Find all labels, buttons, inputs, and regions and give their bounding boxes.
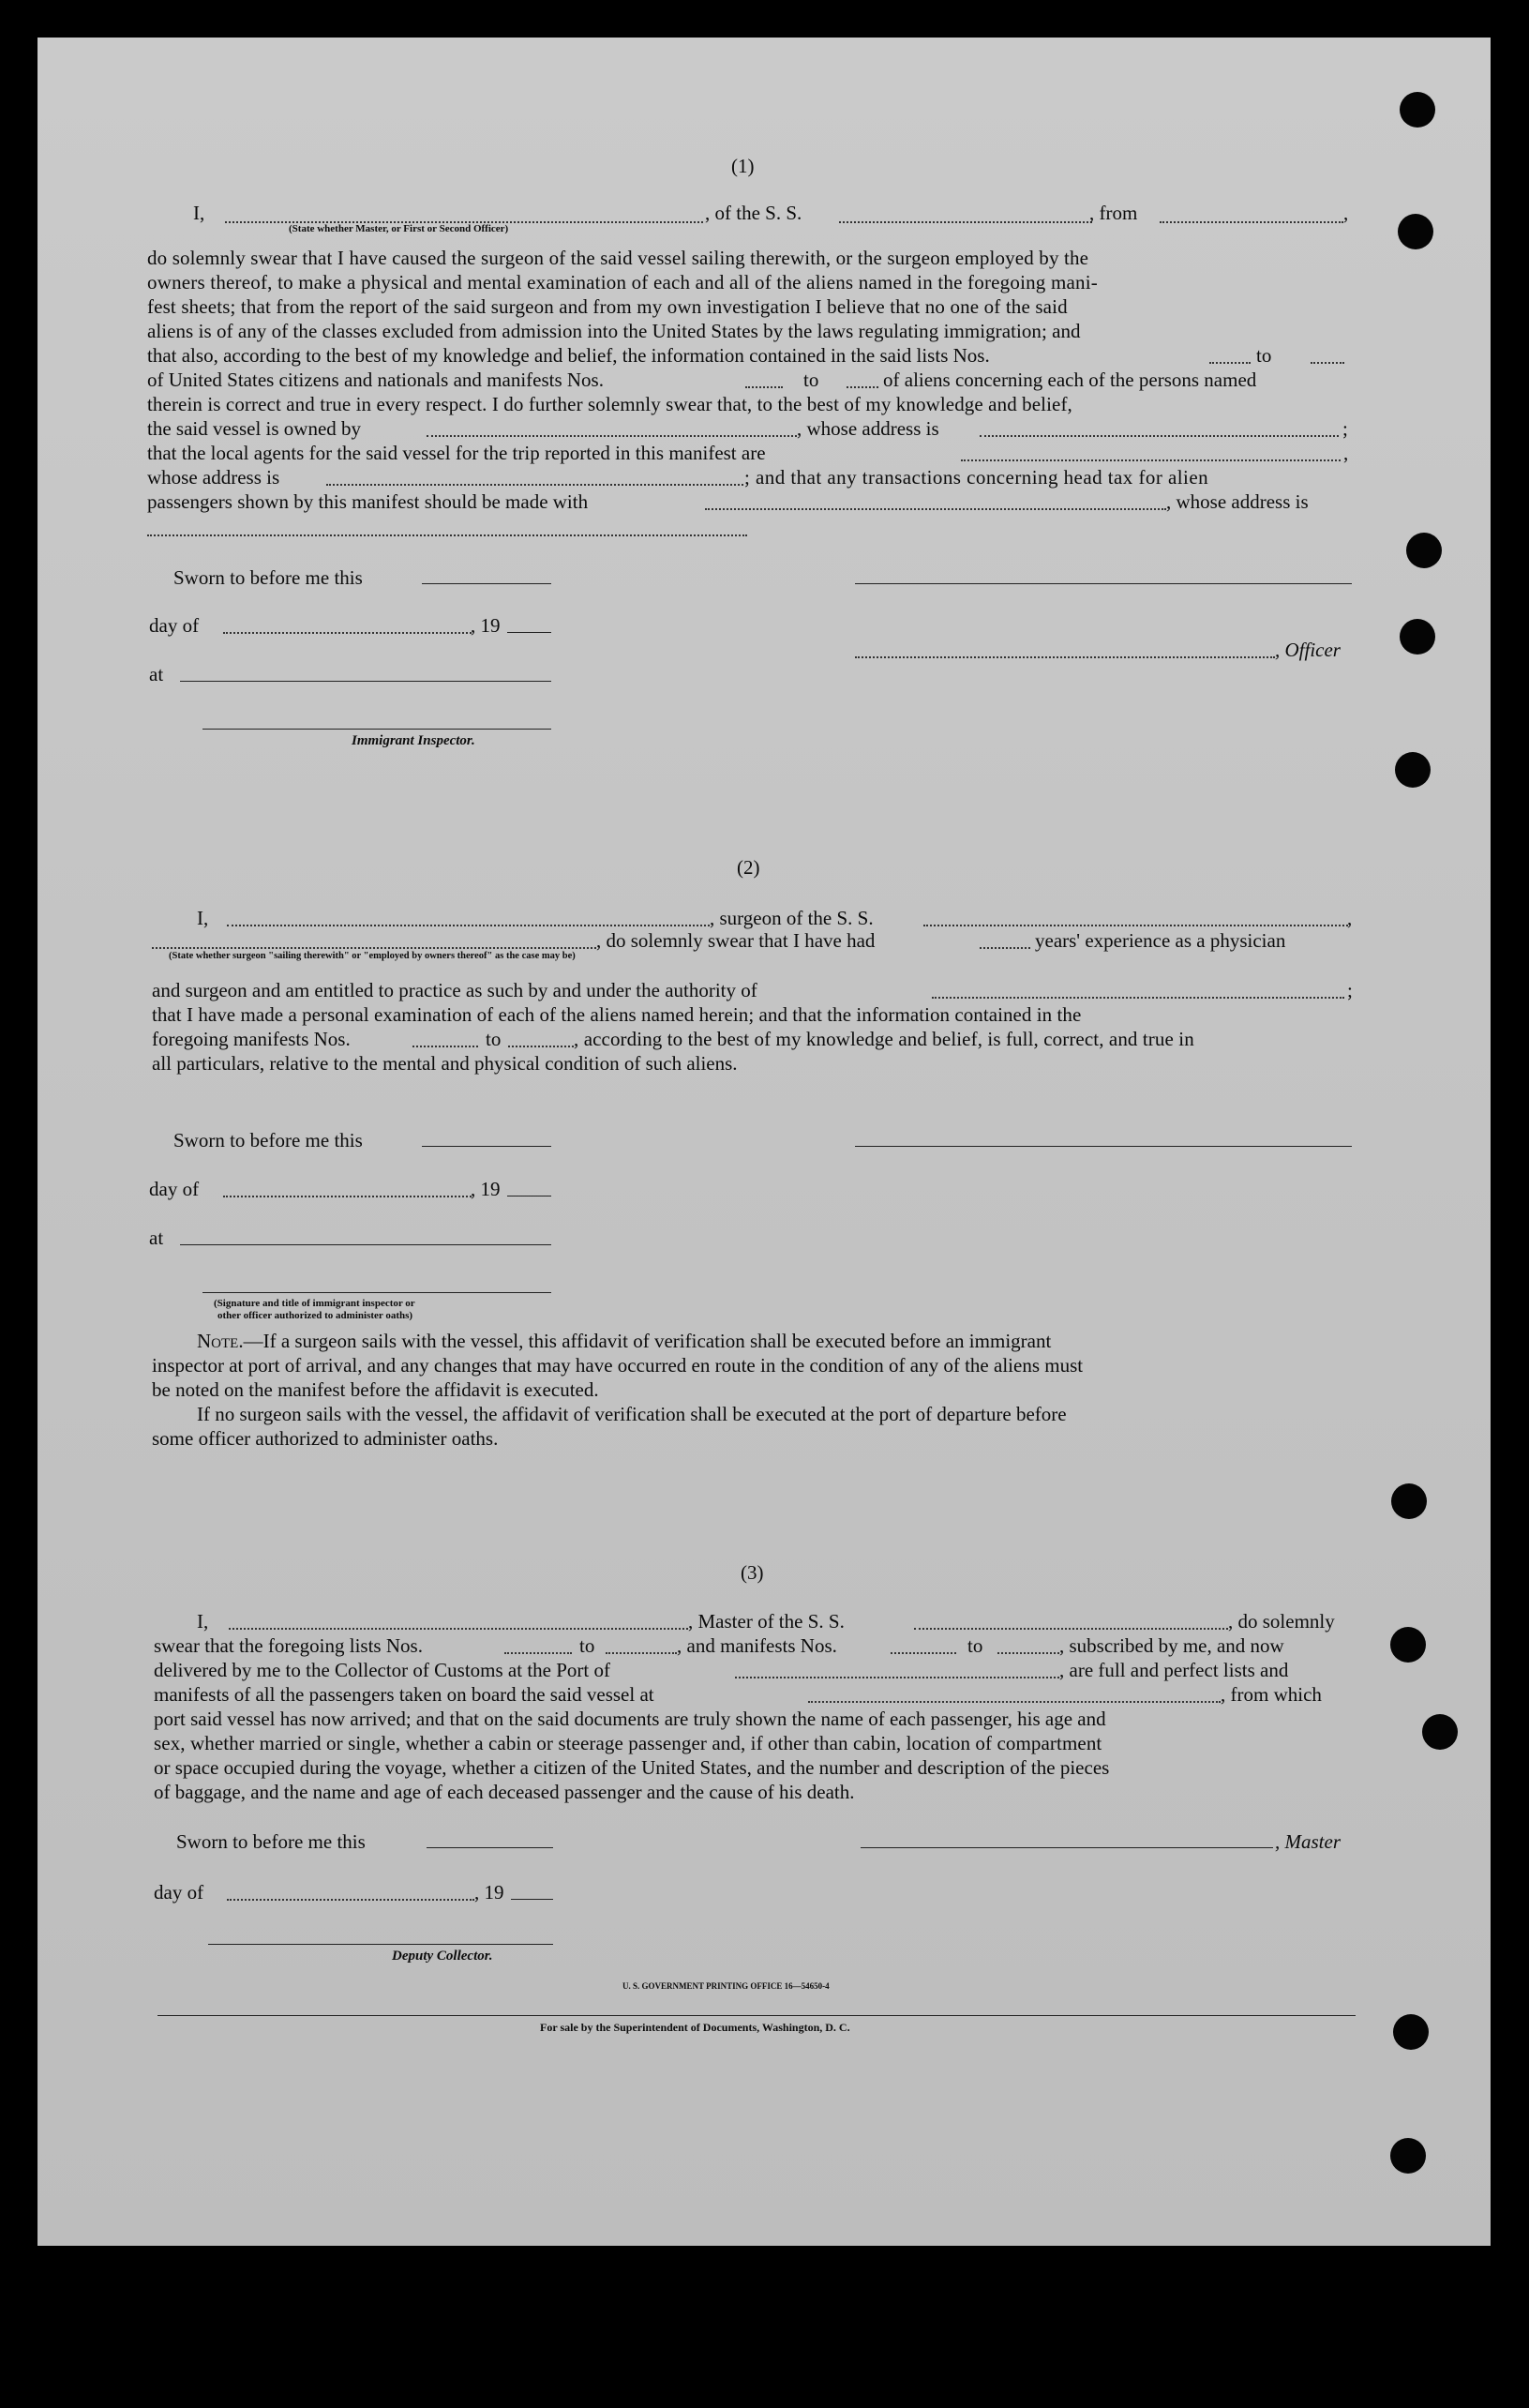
- master-line-7: or space occupied during the voyage, whether a citizen of the United States, and the number and description of the pieces: [154, 1756, 1110, 1779]
- of-ss-label: , of the S. S.: [705, 202, 802, 224]
- lists-label: swear that the foregoing lists Nos.: [154, 1634, 423, 1657]
- subscribed-label: , subscribed by me, and now: [1059, 1634, 1284, 1657]
- sworn-label: Sworn to before me this: [173, 566, 363, 589]
- punch-hole: [1400, 619, 1435, 655]
- lists-from-line[interactable]: [1209, 362, 1251, 364]
- punch-hole: [1390, 1627, 1426, 1663]
- oath-line-6b: of aliens concerning each of the persons named: [883, 369, 1257, 391]
- from-label: , from: [1089, 202, 1138, 224]
- punch-hole: [1406, 533, 1442, 568]
- signature-caption-2: other officer authorized to administer oaths): [217, 1310, 413, 1321]
- surgeon-status-line[interactable]: [152, 947, 596, 949]
- head-tax-party-line[interactable]: [705, 508, 1166, 510]
- owner-address-label: , whose address is: [797, 417, 939, 440]
- punch-hole: [1395, 752, 1431, 788]
- lists-to-line[interactable]: [606, 1652, 677, 1654]
- note-line-5: some officer authorized to administer oaths.: [152, 1427, 499, 1450]
- officer-label: , Officer: [1275, 639, 1341, 661]
- punch-hole: [1400, 92, 1435, 128]
- sworn-date-line[interactable]: [422, 1146, 551, 1147]
- officer-note: (State whether Master, or First or Second Officer): [289, 223, 509, 234]
- oath-line-5: that also, according to the best of my knowledge and belief, the information contained in the said lists Nos.: [147, 344, 990, 367]
- master-line-8: of baggage, and the name and age of each deceased passenger and the cause of his death.: [154, 1781, 855, 1803]
- note-line-4: If no surgeon sails with the vessel, the affidavit of verification shall be executed at the port of departure before: [197, 1403, 1067, 1425]
- comma: ,: [1347, 907, 1353, 929]
- surgeon-line-6: all particulars, relative to the mental and physical condition of such aliens.: [152, 1052, 738, 1075]
- day-of-label: day of: [149, 1178, 200, 1200]
- from-line[interactable]: [1160, 221, 1343, 223]
- section-3-heading: (3): [741, 1561, 764, 1584]
- note-line-1: [197, 1329, 1051, 1353]
- agents-address-label: whose address is: [147, 466, 280, 489]
- manifests-from-line[interactable]: [412, 1046, 478, 1047]
- manifests-label: , and manifests Nos.: [677, 1634, 837, 1657]
- surgeon-line-4: that I have made a personal examination of each of the aliens named herein; and that the information contained in the: [152, 1003, 1082, 1026]
- immigrant-inspector-caption: Immigrant Inspector.: [352, 733, 475, 748]
- officer-signature-line[interactable]: [855, 583, 1352, 584]
- punch-hole: [1398, 214, 1433, 249]
- sworn-date-line[interactable]: [422, 583, 551, 584]
- surgeon-line-5: , according to the best of my knowledge and belief, is full, correct, and true in: [574, 1028, 1194, 1050]
- sworn-label: Sworn to before me this: [176, 1830, 366, 1853]
- day-of-label: day of: [149, 614, 200, 637]
- master-i-label: I,: [197, 1610, 209, 1633]
- owner-address-line[interactable]: [980, 435, 1339, 437]
- year-label: , 19: [474, 1881, 504, 1904]
- sworn-date-line[interactable]: [427, 1847, 553, 1848]
- semicolon: ;: [1347, 979, 1353, 1001]
- master-i-label: I,: [193, 202, 205, 224]
- comma: ,: [1343, 202, 1349, 224]
- punch-hole: [1393, 2014, 1429, 2050]
- note-text-1: —If a surgeon sails with the vessel, this affidavit of verification shall be executed before an immigrant: [243, 1330, 1052, 1352]
- note-line-2: inspector at port of arrival, and any changes that may have occurred en route in the condition of any of the aliens must: [152, 1354, 1084, 1377]
- footer-rule: [157, 2015, 1356, 2016]
- at-line[interactable]: [180, 681, 551, 682]
- to-label: to: [967, 1634, 983, 1657]
- surgeon-status-note: (State whether surgeon "sailing therewith" or "employed by owners thereof" as the case may be): [169, 951, 576, 961]
- oath-line-2: owners thereof, to make a physical and mental examination of each and all of the aliens named in the foregoing mani-: [147, 271, 1098, 293]
- agents-line[interactable]: [961, 459, 1341, 461]
- head-tax-label: passengers shown by this manifest should be made with: [147, 490, 589, 513]
- note-title: Note.: [197, 1330, 244, 1352]
- semicolon: ;: [1342, 417, 1348, 440]
- manifests-to-line[interactable]: [508, 1046, 574, 1047]
- punch-hole: [1422, 1714, 1458, 1750]
- from-which-label: , from which: [1221, 1683, 1322, 1706]
- years-line[interactable]: [980, 947, 1030, 949]
- do-solemnly-label: , do solemnly: [1228, 1610, 1335, 1633]
- embarked-line[interactable]: [808, 1701, 1221, 1703]
- owner-line[interactable]: [427, 435, 797, 437]
- full-lists-label: , are full and perfect lists and: [1059, 1659, 1289, 1681]
- foregoing-manifests-label: foregoing manifests Nos.: [152, 1028, 351, 1050]
- section-1-heading: (1): [731, 155, 755, 177]
- deputy-collector-caption: Deputy Collector.: [392, 1949, 493, 1964]
- ship-name-line[interactable]: [839, 221, 1092, 223]
- authority-line[interactable]: [932, 997, 1344, 999]
- punch-hole: [1391, 1483, 1427, 1519]
- oath-line-6a: of United States citizens and nationals and manifests Nos.: [147, 369, 604, 391]
- manifests-from-line[interactable]: [891, 1652, 956, 1654]
- sworn-label: Sworn to before me this: [173, 1129, 363, 1151]
- day-of-line[interactable]: [227, 1899, 474, 1901]
- inspector-signature-line[interactable]: [202, 1292, 551, 1293]
- port-line[interactable]: [735, 1677, 1059, 1678]
- manifests-from-line[interactable]: [745, 386, 783, 388]
- head-tax-address-line[interactable]: [147, 534, 747, 536]
- officer-title-line[interactable]: [855, 656, 1275, 658]
- inspector-signature-line[interactable]: [202, 729, 551, 730]
- lists-from-line[interactable]: [504, 1652, 572, 1654]
- years-experience-text: years' experience as a physician: [1035, 929, 1286, 952]
- master-ship-line[interactable]: [914, 1628, 1228, 1630]
- agents-address-line[interactable]: [326, 484, 743, 486]
- surgeon-ship-line[interactable]: [923, 925, 1348, 926]
- agents-label: that the local agents for the said vessel for the trip reported in this manifest are: [147, 442, 766, 464]
- surgeon-name-line[interactable]: [227, 925, 710, 926]
- comma: ,: [1343, 442, 1349, 464]
- at-line[interactable]: [180, 1244, 551, 1245]
- printing-office-imprint: U. S. GOVERNMENT PRINTING OFFICE 16—54650-4: [622, 1981, 830, 1991]
- day-of-line[interactable]: [223, 1196, 472, 1197]
- day-of-line[interactable]: [223, 632, 472, 634]
- manifests-to-line[interactable]: [997, 1652, 1059, 1654]
- year-line[interactable]: [511, 1899, 553, 1900]
- year-line[interactable]: [507, 632, 551, 633]
- year-label: , 19: [471, 1178, 501, 1200]
- surgeon-i-label: I,: [197, 907, 209, 929]
- sale-notice: For sale by the Superintendent of Documents, Washington, D. C.: [540, 2021, 850, 2034]
- master-line-5: port said vessel has now arrived; and that on the said documents are truly shown the name of each passenger, his age and: [154, 1708, 1106, 1730]
- master-title-label: , Master: [1275, 1830, 1341, 1853]
- manifests-to-line[interactable]: [847, 386, 878, 388]
- year-label: , 19: [471, 614, 501, 637]
- deputy-collector-signature-line[interactable]: [208, 1944, 553, 1945]
- to-label: to: [803, 369, 819, 391]
- surgeon-oath-text: , do solemnly swear that I have had: [596, 929, 876, 952]
- to-label: to: [1256, 344, 1272, 367]
- day-of-label: day of: [154, 1881, 204, 1904]
- owner-label: the said vessel is owned by: [147, 417, 362, 440]
- section-2-heading: (2): [737, 856, 760, 879]
- oath-line-7: therein is correct and true in every respect. I do further solemnly swear that, to the best of my knowledge and belief,: [147, 393, 1072, 415]
- to-label: to: [579, 1634, 595, 1657]
- lists-to-line[interactable]: [1311, 362, 1344, 364]
- port-label: delivered by me to the Collector of Customs at the Port of: [154, 1659, 610, 1681]
- authority-label: and surgeon and am entitled to practice as such by and under the authority of: [152, 979, 757, 1001]
- punch-hole: [1390, 2138, 1426, 2174]
- head-tax-address-label: , whose address is: [1166, 490, 1309, 513]
- oath-line-1: do solemnly swear that I have caused the surgeon of the said vessel sailing therewith, or the surgeon employed by the: [147, 247, 1089, 269]
- master-signature-line[interactable]: [861, 1847, 1273, 1848]
- head-tax-text: ; and that any transactions concerning head tax for alien: [744, 466, 1209, 489]
- oath-line-4: aliens is of any of the classes excluded from admission into the United States by the laws regulating immigration; and: [147, 320, 1081, 342]
- to-label: to: [486, 1028, 502, 1050]
- master-of-label: , Master of the S. S.: [688, 1610, 845, 1633]
- surgeon-of-label: , surgeon of the S. S.: [710, 907, 874, 929]
- oath-line-3: fest sheets; that from the report of the said surgeon and from my own investigation I believe that no one of the said: [147, 295, 1068, 318]
- embarked-label: manifests of all the passengers taken on board the said vessel at: [154, 1683, 654, 1706]
- master-line-6: sex, whether married or single, whether a cabin or steerage passenger and, if other than cabin, location of compartment: [154, 1732, 1102, 1754]
- master-name-line[interactable]: [229, 1628, 688, 1630]
- signature-caption-1: (Signature and title of immigrant inspector or: [214, 1298, 415, 1309]
- surgeon-signature-line[interactable]: [855, 1146, 1352, 1147]
- at-label: at: [149, 663, 164, 685]
- at-label: at: [149, 1227, 164, 1249]
- note-line-3: be noted on the manifest before the affidavit is executed.: [152, 1378, 599, 1401]
